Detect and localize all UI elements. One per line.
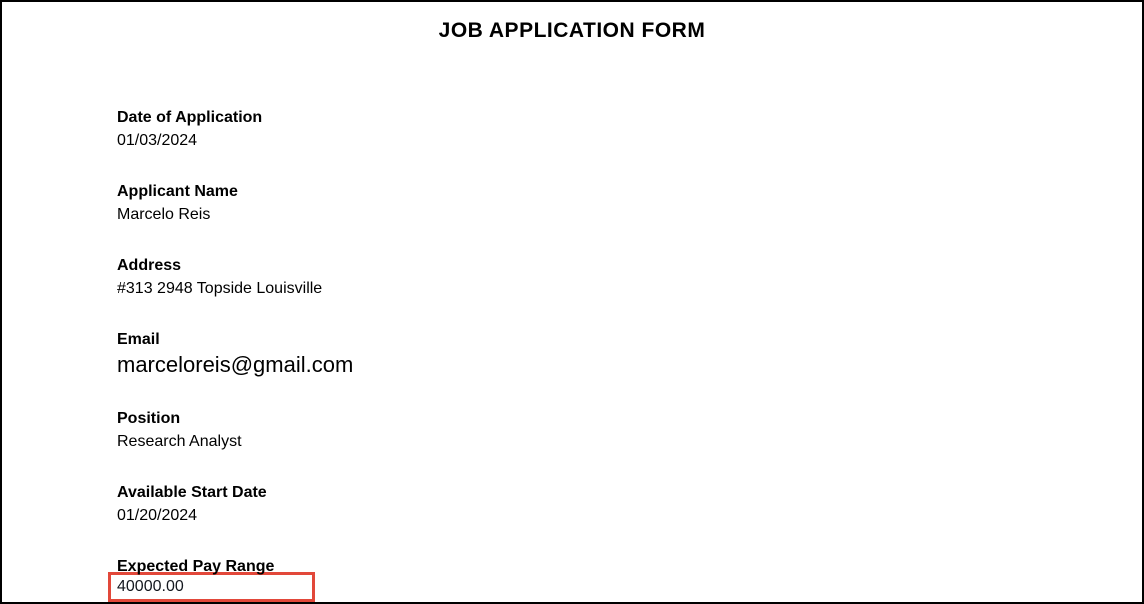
field-value-email: marceloreis@gmail.com xyxy=(117,352,354,377)
field-value-date-of-application: 01/03/2024 xyxy=(117,132,198,149)
field-label-available-start-date: Available Start Date xyxy=(117,484,267,501)
field-group-expected-pay-range xyxy=(117,555,353,602)
field-group-applicant-name xyxy=(117,180,353,226)
field-value-available-start-date: 01/20/2024 xyxy=(117,507,198,524)
field-group-available-start-date xyxy=(117,481,353,527)
field-group-email xyxy=(117,328,353,379)
field-group-date-of-application xyxy=(117,106,353,152)
field-label-address: Address xyxy=(117,257,182,274)
field-label-date-of-application: Date of Application xyxy=(117,109,263,126)
field-value-expected-pay-range: 40000.00 xyxy=(117,578,184,595)
field-label-expected-pay-range: Expected Pay Range xyxy=(117,558,275,575)
page-title: JOB APPLICATION FORM xyxy=(438,19,706,42)
field-value-applicant-name: Marcelo Reis xyxy=(117,206,211,223)
field-group-position xyxy=(117,407,353,453)
field-value-address: #313 2948 Topside Louisville xyxy=(117,280,323,297)
form-fields xyxy=(117,106,353,602)
field-label-applicant-name: Applicant Name xyxy=(117,183,238,200)
field-value-position: Research Analyst xyxy=(117,433,242,450)
field-label-position: Position xyxy=(117,410,181,427)
field-label-email: Email xyxy=(117,331,160,348)
field-group-address xyxy=(117,254,353,300)
